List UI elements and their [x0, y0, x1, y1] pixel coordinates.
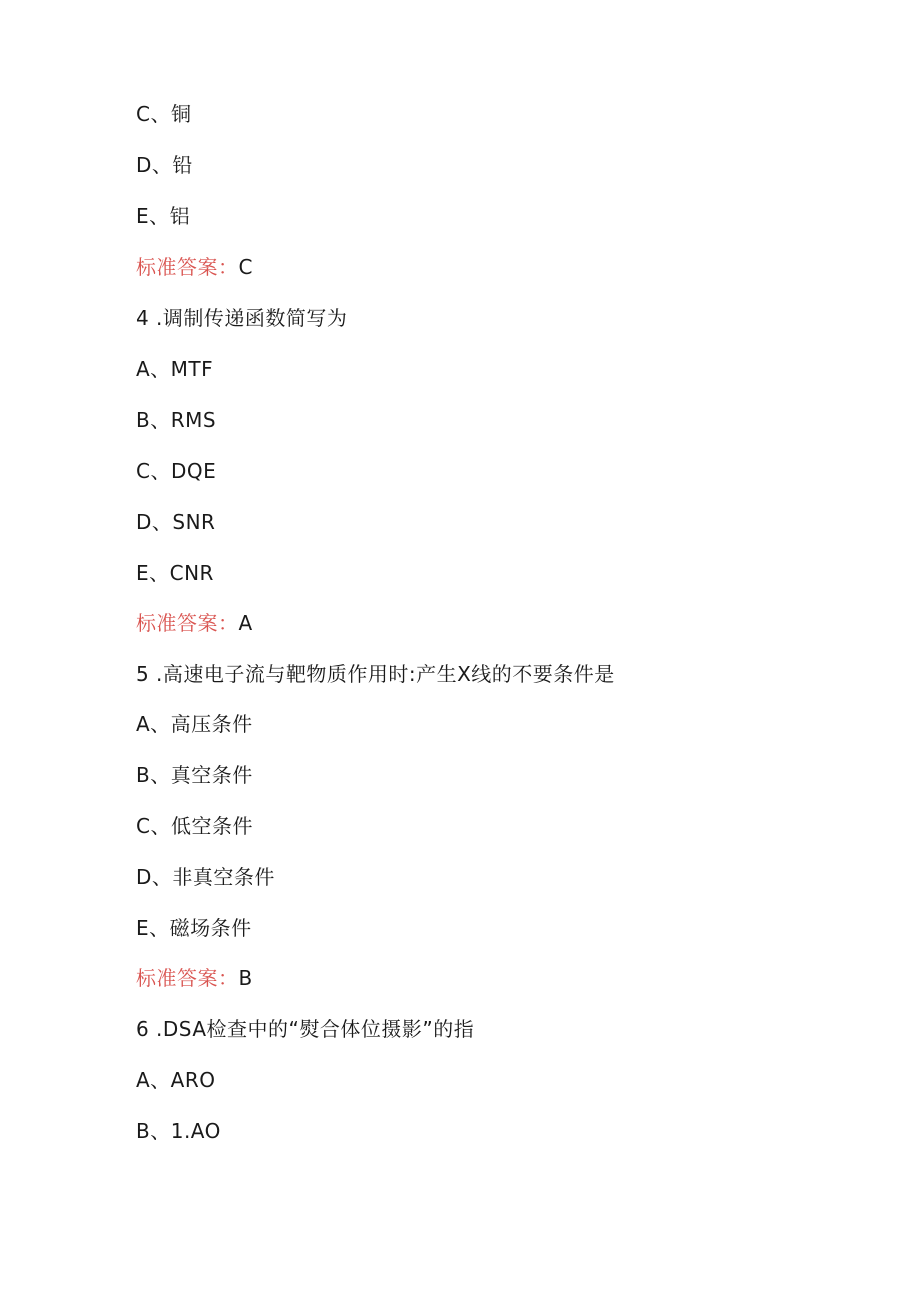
answer-value: B [238, 966, 253, 990]
answer-line [136, 609, 253, 637]
option-b: B、真空条件 [136, 763, 253, 787]
question-text: .调制传递函数简写为 [156, 306, 348, 330]
option-e: E、铝 [136, 204, 191, 228]
question-number: 5 [136, 662, 150, 686]
question-text: .高速电子流与靶物质作用时:产生X线的不要条件是 [156, 662, 615, 686]
option-a: A、ARO [136, 1068, 216, 1092]
option-d: D、SNR [136, 510, 216, 534]
answer-label: 标准答案： [136, 966, 239, 990]
option-c: C、低空条件 [136, 814, 253, 838]
option-c: C、DQE [136, 459, 217, 483]
question-text: .DSA检查中的“熨合体位摄影”的指 [156, 1017, 475, 1041]
option-a: A、高压条件 [136, 712, 253, 736]
answer-line [136, 964, 253, 992]
option-c: C、铜 [136, 102, 192, 126]
question-stem [136, 660, 615, 688]
option-e: E、CNR [136, 561, 214, 585]
question-number: 6 [136, 1017, 150, 1041]
option-d: D、非真空条件 [136, 865, 275, 889]
option-a: A、MTF [136, 357, 214, 381]
answer-label: 标准答案： [136, 611, 239, 635]
option-d: D、铅 [136, 153, 193, 177]
answer-value: C [238, 255, 253, 279]
option-b: B、1.AO [136, 1119, 221, 1143]
answer-value: A [238, 611, 253, 635]
question-stem [136, 1015, 474, 1043]
answer-line [136, 253, 253, 281]
answer-label: 标准答案： [136, 255, 239, 279]
question-stem [136, 304, 347, 332]
question-number: 4 [136, 306, 150, 330]
option-b: B、RMS [136, 408, 217, 432]
option-e: E、磁场条件 [136, 916, 252, 940]
